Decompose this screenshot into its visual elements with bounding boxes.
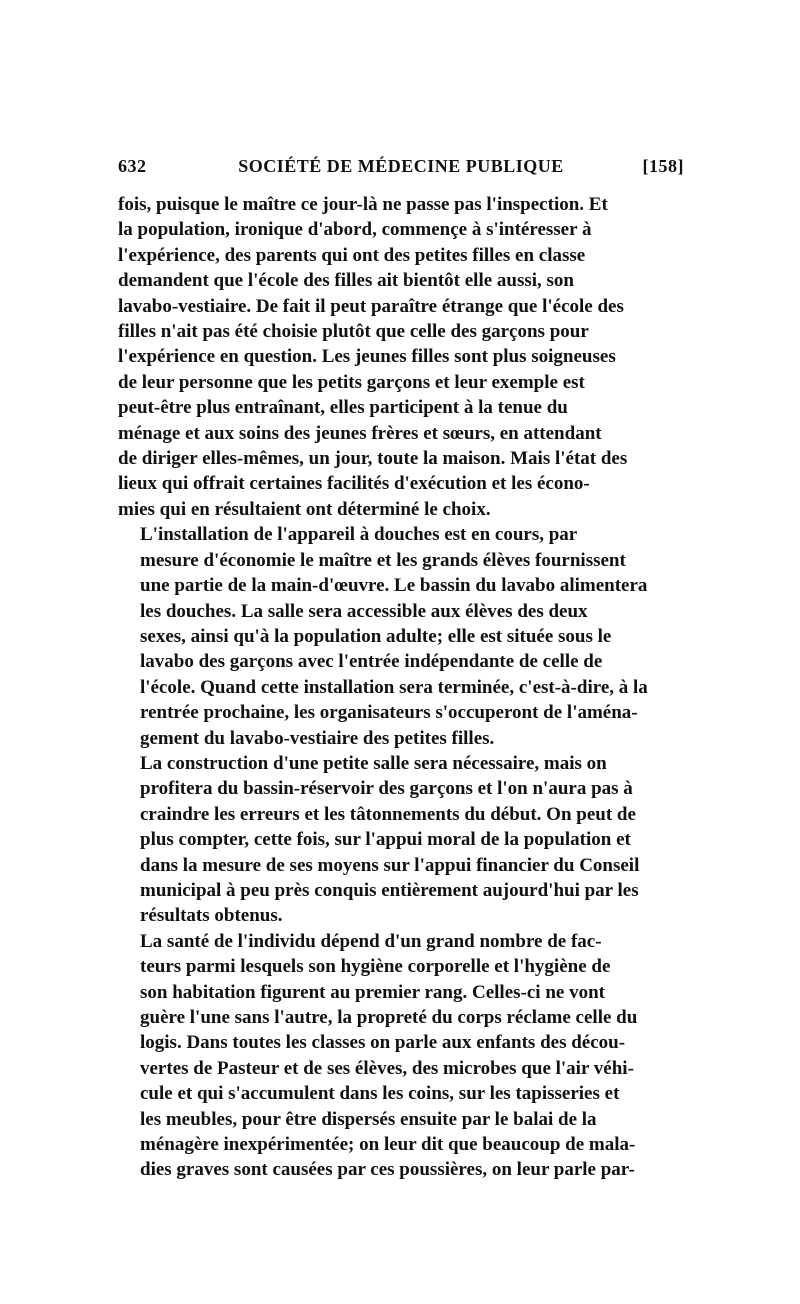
body-text — [118, 192, 684, 1183]
text-line: sexes, ainsi qu'à la population adulte; elle est située sous le — [140, 625, 612, 647]
text-line: son habitation figurent au premier rang. Celles-ci ne vont — [140, 981, 605, 1003]
text-line: teurs parmi lesquels son hygiène corporelle et l'hygiène de — [140, 956, 611, 978]
text-line: l'école. Quand cette installation sera terminée, c'est-à-dire, à la — [140, 676, 648, 698]
paragraph-continuation — [118, 192, 684, 522]
text-line: ménagère inexpérimentée; on leur dit que beaucoup de mala- — [140, 1134, 636, 1156]
text-line: les douches. La salle sera accessible aux élèves des deux — [140, 600, 588, 622]
text-line: municipal à peu près conquis entièrement aujourd'hui par les — [140, 879, 639, 901]
text-line: mies qui en résultaient ont déterminé le choix. — [118, 498, 491, 520]
text-line: filles n'ait pas été choisie plutôt que celle des garçons pour — [118, 321, 589, 343]
text-line: vertes de Pasteur et de ses élèves, des microbes que l'air véhi- — [140, 1057, 634, 1079]
text-line: lavabo des garçons avec l'entrée indépendante de celle de — [140, 651, 603, 673]
paragraph-installation — [118, 522, 684, 751]
text-line: guère l'une sans l'autre, la propreté du corps réclame celle du — [140, 1007, 638, 1028]
text-line: dies graves sont causées par ces poussières, on leur parle par- — [140, 1159, 635, 1181]
text-line: La construction d'une petite salle sera nécessaire, mais on — [140, 752, 607, 774]
text-line: logis. Dans toutes les classes on parle aux enfants des décou- — [140, 1032, 626, 1054]
text-line: ménage et aux soins des jeunes frères et sœurs, en attendant — [118, 422, 602, 444]
text-line: dans la mesure de ses moyens sur l'appui financier du Conseil — [140, 854, 640, 876]
page-number: 632 — [118, 156, 147, 176]
journal-title: SOCIÉTÉ DE MÉDECINE PUBLIQUE — [238, 156, 564, 176]
text-line: la population, ironique d'abord, commençe à s'intéresser à — [118, 219, 592, 241]
text-line: lavabo-vestiaire. De fait il peut paraître étrange que l'école des — [118, 295, 624, 317]
paragraph-construction — [118, 751, 684, 929]
text-line: La santé de l'individu dépend d'un grand nombre de fac- — [140, 930, 602, 952]
text-line: l'expérience en question. Les jeunes filles sont plus soigneuses — [118, 346, 616, 368]
text-line: L'installation de l'appareil à douches est en cours, par — [140, 524, 578, 546]
text-line: rentrée prochaine, les organisateurs s'occuperont de l'aména- — [140, 702, 638, 724]
running-head — [118, 154, 684, 178]
text-line: lieux qui offrait certaines facilités d'exécution et les écono- — [118, 473, 590, 495]
text-line: cule et qui s'accumulent dans les coins, sur les tapisseries et — [140, 1083, 620, 1105]
text-line: résultats obtenus. — [140, 905, 283, 927]
text-line: l'expérience, des parents qui ont des petites filles en classe — [118, 244, 586, 266]
paragraph-health — [118, 929, 684, 1183]
text-line: de leur personne que les petits garçons et leur exemple est — [118, 371, 585, 393]
text-line: demandent que l'école des filles ait bientôt elle aussi, son — [118, 270, 574, 292]
text-line: fois, puisque le maître ce jour-là ne passe pas l'inspection. Et — [118, 194, 608, 215]
text-line: une partie de la main-d'œuvre. Le bassin du lavabo alimentera — [140, 575, 648, 597]
text-line: peut-être plus entraînant, elles participent à la tenue du — [118, 397, 568, 419]
text-line: plus compter, cette fois, sur l'appui moral de la population et — [140, 829, 631, 851]
text-line: les meubles, pour être dispersés ensuite par le balai de la — [140, 1108, 597, 1130]
book-page — [118, 154, 684, 1183]
text-line: profitera du bassin-réservoir des garçons et l'on n'aura pas à — [140, 778, 633, 800]
text-line: de diriger elles-mêmes, un jour, toute la maison. Mais l'état des — [118, 448, 628, 470]
text-line: gement du lavabo-vestiaire des petites filles. — [140, 727, 495, 749]
article-number: [158] — [642, 156, 684, 176]
text-line: craindre les erreurs et les tâtonnements du début. On peut de — [140, 803, 636, 825]
text-line: mesure d'économie le maître et les grands élèves fournissent — [140, 549, 626, 571]
